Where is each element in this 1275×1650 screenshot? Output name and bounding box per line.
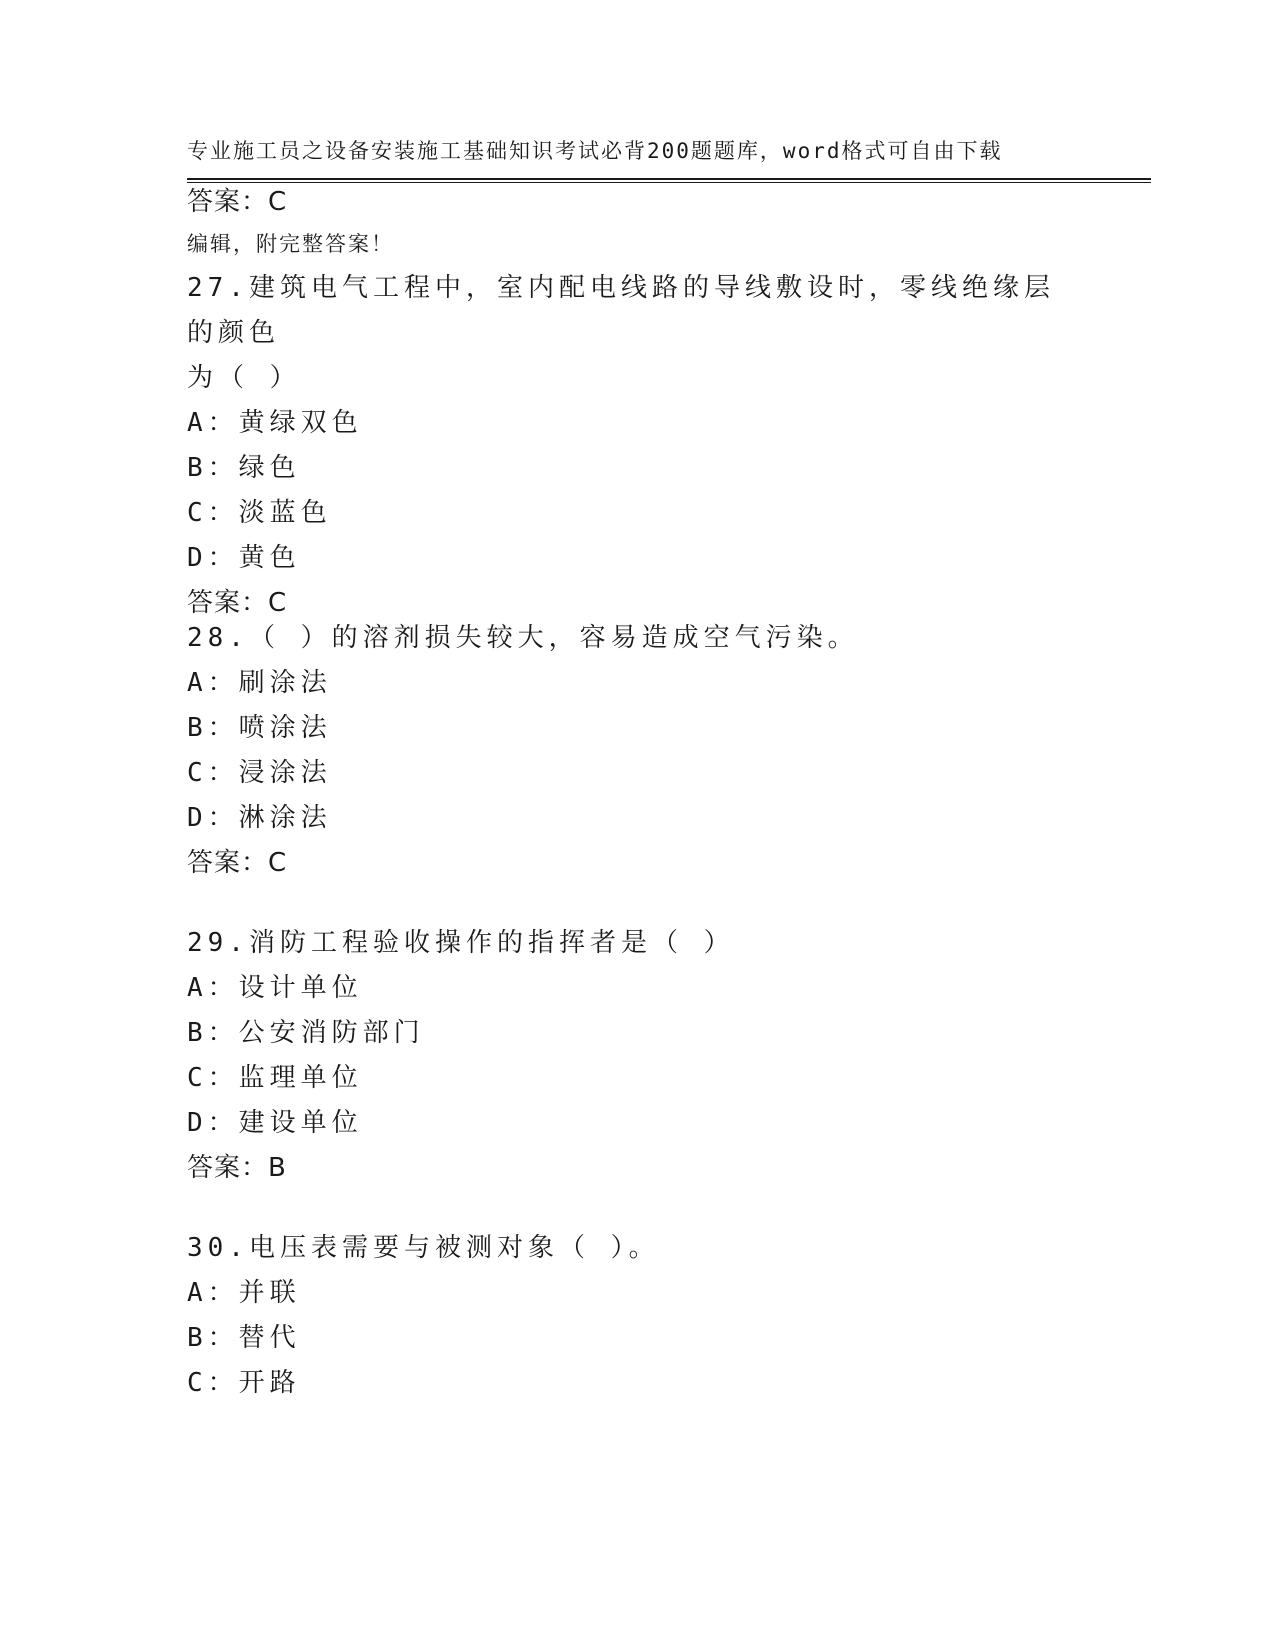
option-b: B：喷涂法 — [187, 713, 332, 743]
option-d: D：淋涂法 — [187, 803, 332, 833]
previous-question-answer: 答案：C — [187, 187, 288, 217]
header-title-line-1: 专业施工员之设备安装施工基础知识考试必背200题题库，word格式可自由下载 — [187, 139, 1003, 163]
question-29 — [187, 921, 1067, 1191]
question-text: 27.建筑电气工程中，室内配电线路的导线敷设时，零线绝缘层的颜色 — [187, 273, 1055, 348]
answer: 答案：B — [187, 1153, 287, 1183]
option-b: B：绿色 — [187, 453, 301, 483]
question-27 — [187, 266, 1067, 626]
question-text: 29.消防工程验收操作的指挥者是（ ） — [187, 928, 735, 958]
question-text: 28.（ ）的溶剂损失较大，容易造成空气污染。 — [187, 623, 859, 653]
option-b: B：替代 — [187, 1323, 301, 1353]
header-title-line-2: 编辑，附完整答案！ — [187, 232, 394, 256]
question-text-continued: 为（ ） — [187, 363, 301, 393]
answer: 答案：C — [187, 848, 288, 878]
question-28 — [187, 616, 1067, 886]
option-a: A：黄绿双色 — [187, 408, 363, 438]
question-30 — [187, 1226, 1067, 1406]
header-divider — [187, 178, 1151, 183]
option-c: C：淡蓝色 — [187, 498, 332, 528]
option-a: A：并联 — [187, 1278, 301, 1308]
option-d: D：黄色 — [187, 543, 301, 573]
option-b: B：公安消防部门 — [187, 1018, 425, 1048]
option-a: A：刷涂法 — [187, 668, 332, 698]
option-d: D：建设单位 — [187, 1108, 363, 1138]
option-a: A：设计单位 — [187, 973, 363, 1003]
option-c: C：监理单位 — [187, 1063, 363, 1093]
answer: 答案：C — [187, 588, 288, 618]
option-c: C：开路 — [187, 1368, 301, 1398]
question-text: 30.电压表需要与被测对象（ ）。 — [187, 1233, 660, 1263]
option-c: C：浸涂法 — [187, 758, 332, 788]
